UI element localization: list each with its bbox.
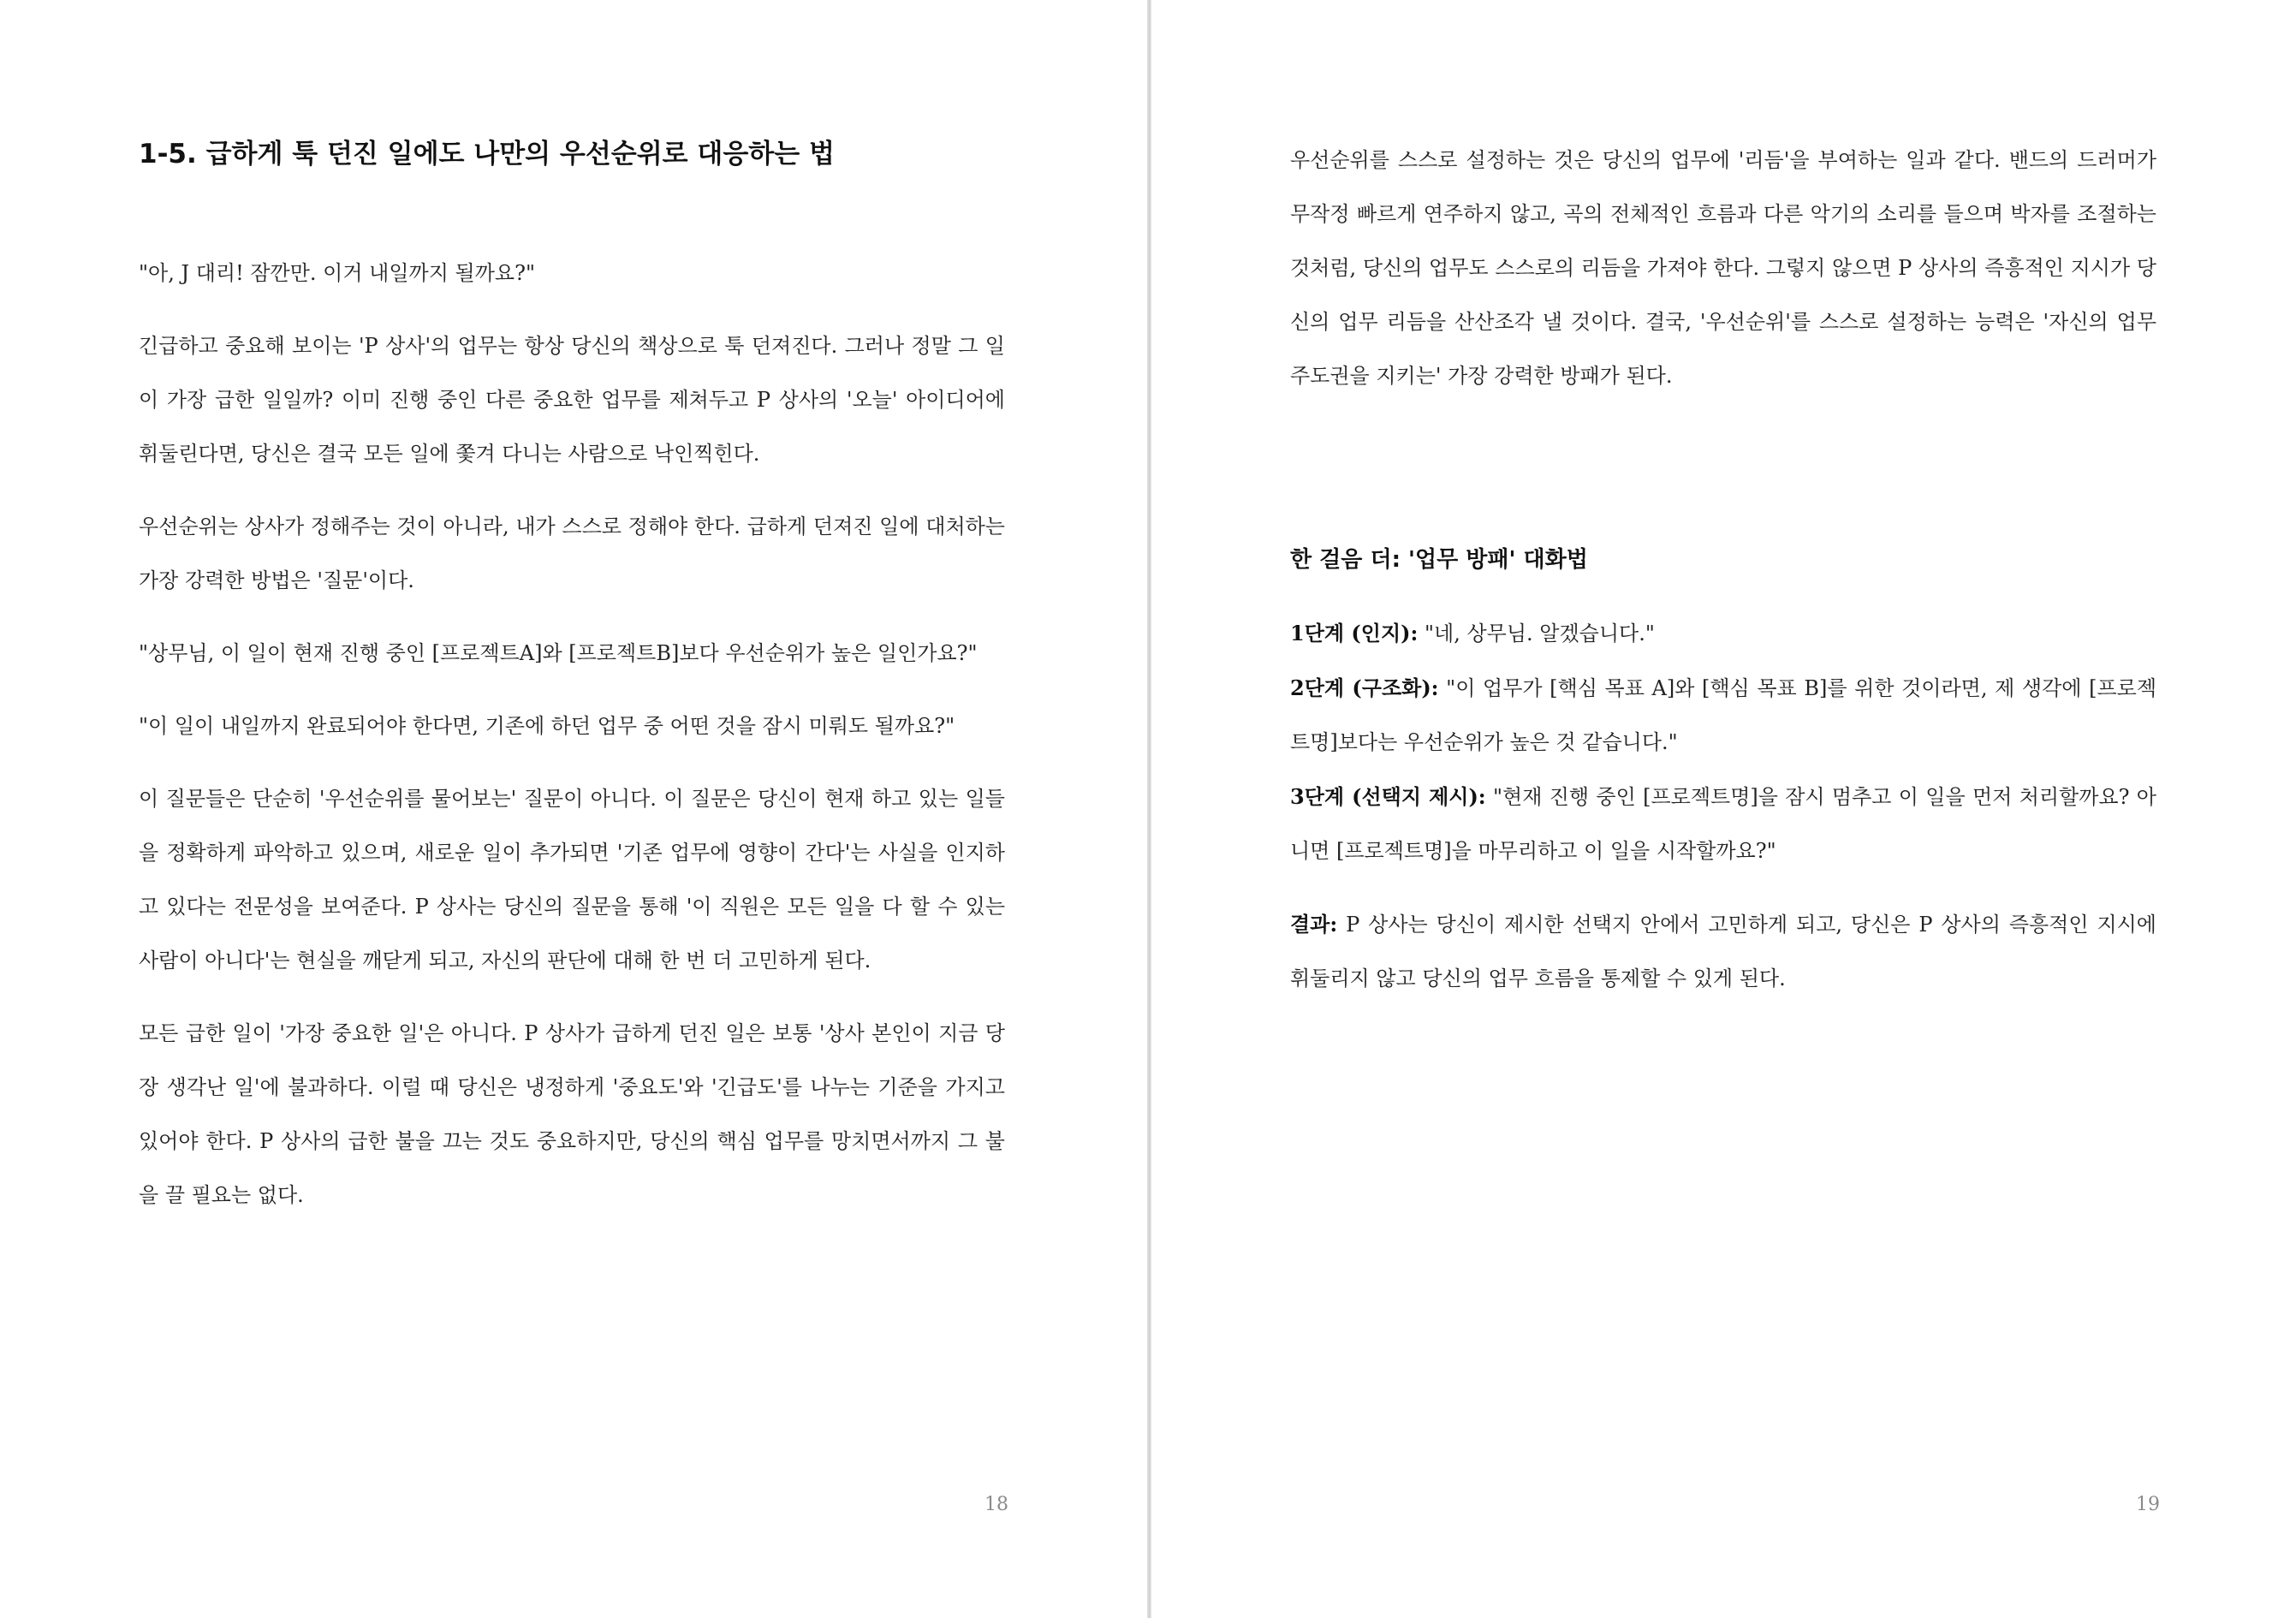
paragraph: "상무님, 이 일이 현재 진행 중인 [프로젝트A]와 [프로젝트B]보다 우선순위가 높은 일인가요?" bbox=[139, 641, 978, 665]
spacer bbox=[1290, 422, 2156, 533]
result-text: P 상사는 당신이 제시한 선택지 안에서 고민하게 되고, 당신은 P 상사의 즉흥적인 지시에 휘둘리지 않고 당신의 업무 흐름을 통제할 수 있게 된다. bbox=[1290, 913, 2156, 990]
chapter-heading: 1-5. 급하게 툭 던진 일에도 나만의 우선순위로 대응하는 법 bbox=[139, 139, 835, 170]
right-page-content bbox=[1290, 134, 2156, 1006]
page-number: 18 bbox=[984, 1494, 1008, 1515]
result-paragraph bbox=[1290, 897, 2156, 1006]
dialogue-step bbox=[1290, 770, 2156, 878]
paragraph: 이 질문들은 단순히 '우선순위를 물어보는' 질문이 아니다. 이 질문은 당신이 현재 하고 있는 일들을 정확하게 파악하고 있으며, 새로운 일이 추가되면 '기존 업무에 영향이 간다'는 사실을 인지하고 있다는 전문성을 보여준다. P 상사는 당신의 질문을 통해 '이 직원은 모든 일을 다 할 수 있는 사람이 아니다'는 현실을 깨닫게 되고, 자신의 판단에 대해 한 번 더 고민하게 된다. bbox=[139, 787, 1005, 973]
paragraph: 우선순위는 상사가 정해주는 것이 아니라, 내가 스스로 정해야 한다. 급하게 던져진 일에 대처하는 가장 강력한 방법은 '질문'이다. bbox=[139, 515, 1005, 592]
right-page bbox=[1151, 0, 2296, 1618]
step-text: "현재 진행 중인 [프로젝트명]을 잠시 멈추고 이 일을 먼저 처리할까요? 아니면 [프로젝트명]을 마무리하고 이 일을 시작할까요?" bbox=[1290, 785, 2156, 863]
page-number: 19 bbox=[2136, 1494, 2160, 1515]
paragraph: 긴급하고 중요해 보이는 'P 상사'의 업무는 항상 당신의 책상으로 툭 던져진다. 그러나 정말 그 일이 가장 급한 일일까? 이미 진행 중인 다른 중요한 업무를 제쳐두고 P 상사의 '오늘' 아이디어에 휘둘린다면, 당신은 결국 모든 일에 쫓겨 다니는 사람으로 낙인찍힌다. bbox=[139, 334, 1005, 466]
dialogue-step bbox=[1290, 606, 2156, 661]
step-label: 3단계 (선택지 제시): bbox=[1290, 784, 1486, 809]
spacer bbox=[1290, 878, 2156, 897]
step-label: 1단계 (인지): bbox=[1290, 621, 1419, 645]
step-label: 2단계 (구조화): bbox=[1290, 675, 1439, 700]
paragraph: "이 일이 내일까지 완료되어야 한다면, 기존에 하던 업무 중 어떤 것을 잠시 미뤄도 될까요?" bbox=[139, 714, 955, 738]
paragraph: 우선순위를 스스로 설정하는 것은 당신의 업무에 '리듬'을 부여하는 일과 같다. 밴드의 드러머가 무작정 빠르게 연주하지 않고, 곡의 전체적인 흐름과 다른 악기의 소리를 들으며 박자를 조절하는 것처럼, 당신의 업무도 스스로의 리듬을 가져야 한다. 그렇지 않으면 P 상사의 즉흥적인 지시가 당신의 업무 리듬을 산산조각 낼 것이다. 결국, '우선순위'를 스스로 설정하는 능력은 '자신의 업무 주도권을 지키는' 가장 강력한 방패가 된다. bbox=[1290, 148, 2156, 388]
left-page-content bbox=[139, 137, 1005, 1241]
step-text: "이 업무가 [핵심 목표 A]와 [핵심 목표 B]를 위한 것이라면, 제 생각에 [프로젝트명]보다는 우선순위가 높은 것 같습니다." bbox=[1290, 676, 2156, 754]
step-text: "네, 상무님. 알겠습니다." bbox=[1418, 622, 1655, 645]
paragraph: "아, J 대리! 잠깐만. 이거 내일까지 될까요?" bbox=[139, 261, 536, 285]
dialogue-step bbox=[1290, 661, 2156, 770]
section-subheading: 한 걸음 더: '업무 방패' 대화법 bbox=[1290, 547, 1588, 573]
paragraph: 모든 급한 일이 '가장 중요한 일'은 아니다. P 상사가 급하게 던진 일은 보통 '상사 본인이 지금 당장 생각난 일'에 불과하다. 이럴 때 당신은 냉정하게 '중요도'와 '긴급도'를 나누는 기준을 가지고 있어야 한다. P 상사의 급한 불을 끄는 것도 중요하지만, 당신의 핵심 업무를 망치면서까지 그 불을 끌 필요는 없다. bbox=[139, 1021, 1005, 1207]
left-page bbox=[0, 0, 1147, 1618]
result-label: 결과: bbox=[1290, 912, 1338, 937]
